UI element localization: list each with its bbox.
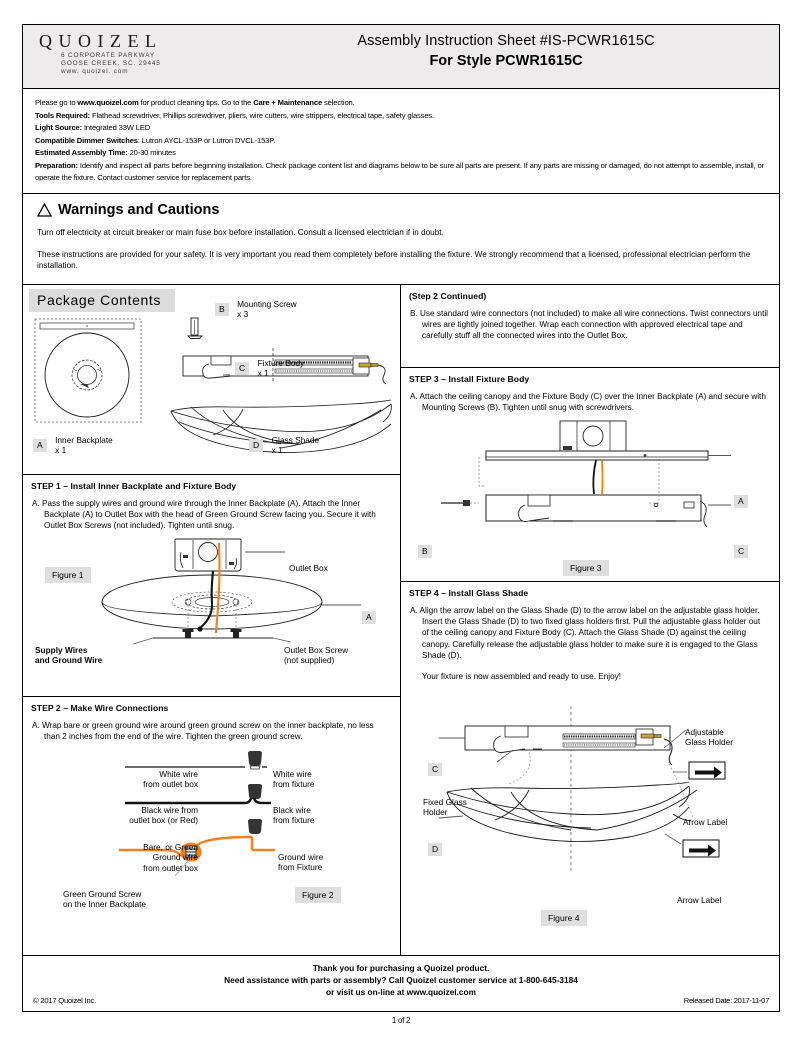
outlet-screw-line2: (not supplied) — [284, 655, 335, 666]
step2-panel — [23, 697, 400, 955]
step1-body — [23, 491, 400, 536]
package-qty-d: x 1 — [271, 445, 283, 456]
adjustable-holder-line2: Glass Holder — [685, 737, 733, 748]
page-title — [233, 25, 779, 88]
package-item-b — [215, 299, 297, 320]
package-item-a — [33, 435, 113, 456]
sheet-number-title: Assembly Instruction Sheet #IS-PCWR1615C — [357, 33, 655, 49]
figure2-black-right — [273, 805, 315, 826]
ground-wire-right-2: from Fixture — [278, 862, 323, 873]
white-wire-left-2: from outlet box — [143, 779, 198, 790]
dimmer-value: : Lutron AYCL-153P or Lutron DVCL-153P. — [137, 135, 276, 145]
brand-address-line1: 6 CORPORATE PARKWAY — [61, 52, 156, 59]
package-name-b: Mounting Screw — [237, 298, 297, 309]
step1-panel — [23, 475, 400, 697]
brand-logo — [23, 25, 233, 88]
figure1-supply-wires-label — [35, 645, 102, 666]
content-columns — [23, 285, 779, 955]
step2-instruction-b: B. Use standard wire connectors (not included) to make all wire connections. Twist connectors until wires are tightly joined together. Wrap each connection with approved electrical tape and carefully stuff all the connected wires into the Outlet Box. — [410, 308, 768, 341]
ground-wire-left-3: from outlet box — [143, 862, 198, 873]
footer-assistance: Need assistance with parts or assembly? Call Quoizel customer service at 1-800-645-3184 — [224, 975, 578, 985]
figure1-outlet-box-label: Outlet Box — [289, 562, 328, 573]
step2-body — [23, 713, 400, 747]
tools-value: Flathead screwdriver, Phillips screwdriver, pliers, wire cutters, wire strippers, electrical tape, safety glasses. — [90, 110, 435, 120]
preparation-label: Preparation: — [35, 160, 78, 170]
figure4-label-d: D — [428, 843, 442, 856]
step4-panel — [401, 582, 779, 955]
footer-released-date: Released Date: 2017-11-07 — [683, 996, 769, 1005]
figure3-label-c: C — [734, 545, 748, 558]
footer-thanks: Thank you for purchasing a Quoizel product. — [312, 963, 490, 973]
step4-instruction-a: A. Align the arrow label on the Glass Shade (D) to the arrow label on the adjustable glass holder. Insert the Glass Shade (D) to two fixed glass holders first. Pull the adjustable glass holder out of the ceiling canopy and Fixture Body (C). Attach the Glass Shade (D) against the ceiling canopy. Carefully release the adjustable glass holder to make sure it is engaged to the Glass Shade (D). — [410, 605, 761, 661]
ground-wire-left-2: Ground wire — [152, 852, 198, 863]
fixed-holder-line2: Holder — [423, 807, 448, 818]
intro-text-3: selection. — [322, 98, 355, 107]
figure3-tag: Figure 3 — [563, 560, 609, 576]
white-wire-left-1: White wire — [159, 768, 198, 779]
step2-continued-title: (Step 2 Continued) — [409, 290, 487, 301]
package-tag-d: D — [249, 439, 263, 452]
warning-para-2: These instructions are provided for your safety. It is very important you read them completely before installing the fixture. We strongly recommend that a licensed, professional electrician perform the installation. — [37, 249, 751, 271]
package-item-d — [249, 435, 319, 456]
package-tag-b: B — [215, 303, 229, 316]
step3-instruction-a: A. Attach the ceiling canopy and the Fixture Body (C) over the Inner Backplate (A) and secure with Mounting Screws (B). Tighten until snug with screwdrivers. — [410, 391, 766, 413]
warnings-heading — [37, 202, 767, 218]
figure4-label-c: C — [428, 763, 442, 776]
step3-title: STEP 3 – Install Fixture Body — [409, 373, 530, 384]
green-screw-caption-2: on the Inner Backplate — [63, 899, 147, 910]
warnings-heading-text: Warnings and Cautions — [58, 202, 220, 219]
step3-panel — [401, 368, 779, 582]
dimmer-label: Compatible Dimmer Switches — [35, 135, 138, 145]
package-contents-panel — [23, 285, 400, 475]
package-item-c — [235, 358, 304, 379]
brand-name: QUOIZEL — [39, 31, 163, 51]
step4-title: STEP 4 – Install Glass Shade — [409, 587, 529, 598]
figure4-arrow-label-1: Arrow Label — [683, 816, 728, 827]
light-source-value: Integrated 33W LED — [82, 123, 151, 133]
black-wire-left-1: Black wire from — [141, 804, 198, 815]
figure2-black-left — [73, 805, 198, 826]
assembly-time-value: 20-30 minutes — [127, 148, 176, 158]
step1-title: STEP 1 – Install Inner Backplate and Fixture Body — [31, 480, 237, 491]
figure2-white-right — [273, 769, 315, 790]
step3-body — [401, 384, 779, 418]
page-header — [23, 25, 779, 89]
package-tag-a: A — [33, 439, 47, 452]
step1-instruction-a: A. Pass the supply wires and ground wire through the Inner Backplate (A). Attach the Inner Backplate (A) to Outlet Box with the head of Green Ground Screw facing you. Secure it with Outlet Box Screws (not included). Tighten until snug. — [32, 498, 376, 531]
step3-diagram — [401, 417, 779, 549]
intro-light-source — [35, 122, 769, 134]
intro-cleaning-line — [35, 97, 769, 109]
instruction-sheet-page — [22, 24, 780, 1012]
preparation-value: Identify and inspect all parts before beginning installation. Check package content list and diagrams below to be sure all parts are present. If any parts are missing or damaged, do not attempt to assemble, install, or operate the fixture. Contact customer service for replacement parts. — [35, 160, 764, 182]
footer-copyright: © 2017 Quoizel Inc. — [33, 996, 97, 1005]
figure2-white-left — [93, 769, 198, 790]
white-wire-right-2: from fixture — [273, 779, 315, 790]
figure3-svg — [401, 417, 779, 549]
right-column — [401, 285, 779, 955]
step2-instruction-a: A. Wrap bare or green ground wire around green ground screw on the inner backplate, no less than 2 inches from the end of the wire. Tighten the green ground screw. — [32, 720, 374, 742]
adjustable-holder-line1: Adjustable — [685, 726, 724, 737]
figure2-screw-caption — [63, 889, 146, 910]
step2-continued-panel — [401, 285, 779, 368]
black-wire-right-1: Black wire — [273, 804, 311, 815]
green-screw-caption-1: Green Ground Screw — [63, 888, 142, 899]
figure1-outlet-screw-label — [284, 645, 348, 666]
package-contents-heading: Package Contents — [29, 289, 175, 312]
supply-wires-line1: Supply Wires — [35, 644, 88, 655]
assembly-time-label: Estimated Assembly Time: — [35, 148, 128, 158]
package-qty-c: x 1 — [257, 368, 269, 379]
package-tag-c: C — [235, 362, 249, 375]
step2-title: STEP 2 – Make Wire Connections — [31, 702, 169, 713]
warnings-section — [23, 194, 779, 285]
package-name-a: Inner Backplate — [55, 434, 113, 445]
footer-online: or visit us on-line at www.quoizel.com — [326, 987, 476, 997]
outlet-screw-line1: Outlet Box Screw — [284, 644, 349, 655]
figure2-ground-right — [278, 852, 323, 873]
white-wire-right-1: White wire — [273, 768, 312, 779]
step4-body — [401, 598, 779, 686]
figure3-label-b: B — [418, 545, 432, 558]
figure4-adjustable-holder-label — [685, 727, 733, 748]
supply-wires-line2: and Ground Wire — [35, 655, 103, 666]
left-column — [23, 285, 401, 955]
figure4-tag: Figure 4 — [541, 910, 587, 926]
package-name-c: Fixture Body — [257, 357, 305, 368]
figure4-arrow-label-2: Arrow Label — [677, 894, 722, 905]
intro-time — [35, 147, 769, 159]
warning-triangle-icon — [37, 203, 52, 217]
intro-website: www.quoizel.com — [77, 98, 139, 107]
brand-address-line2: GOOSE CREEK, SC. 29445 — [61, 60, 161, 68]
black-wire-left-2: outlet box (or Red) — [129, 815, 198, 826]
step2-continued-body — [401, 301, 779, 346]
page-footer — [23, 955, 779, 1011]
intro-dimmer — [35, 135, 769, 147]
fixed-holder-line1: Fixed Glass — [423, 796, 467, 807]
intro-care-maintenance: Care + Maintenance — [253, 98, 323, 107]
intro-tools — [35, 110, 769, 122]
ground-wire-right-1: Ground wire — [278, 851, 324, 862]
ground-wire-left-1: Bare, or Green — [143, 841, 198, 852]
brand-address — [61, 52, 233, 76]
intro-text-2: for product cleaning tips. Go to the — [138, 98, 254, 107]
package-qty-b: x 3 — [237, 309, 249, 320]
package-qty-a: x 1 — [55, 445, 67, 456]
figure3-label-a: A — [734, 495, 748, 508]
brand-website: www. quoizel. com — [61, 68, 129, 76]
figure4-fixed-holder-label — [423, 797, 467, 818]
package-name-d: Glass Shade — [271, 434, 320, 445]
intro-section — [23, 89, 779, 194]
figure2-tag: Figure 2 — [295, 887, 341, 903]
figure1-label-a: A — [362, 611, 376, 624]
intro-text-1: Please go to — [35, 98, 78, 107]
light-source-label: Light Source: — [35, 123, 82, 133]
page-number: 1 of 2 — [391, 1016, 411, 1025]
warning-para-1: Turn off electricity at circuit breaker or main fuse box before installation. Consult a licensed electrician if in doubt. — [37, 228, 444, 238]
intro-preparation — [35, 160, 769, 183]
figure2-ground-left — [71, 842, 198, 874]
tools-label: Tools Required: — [35, 110, 90, 120]
black-wire-right-2: from fixture — [273, 815, 315, 826]
figure1-tag: Figure 1 — [45, 567, 91, 583]
step4-instruction-b: Your fixture is now assembled and ready to use. Enjoy! — [422, 671, 622, 681]
style-title: For Style PCWR1615C — [429, 53, 583, 69]
